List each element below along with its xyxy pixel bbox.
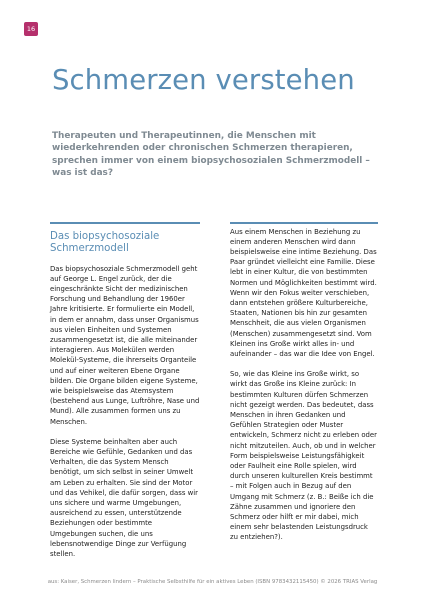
intro-paragraph: Therapeuten und Therapeutinnen, die Menschen mit wiederkehrenden oder chronischen Schmerzen therapieren, sprechen immer von einem biopsychosozialen Schmerzmodell – was ist das? (52, 131, 370, 179)
section-heading: Das biopsychosoziale Schmerzmodell (50, 230, 160, 254)
page-number-badge: 16 (24, 22, 38, 36)
body-paragraph: Diese Systeme beinhalten aber auch Bereiche wie Gefühle, Gedanken und das Verhalten, die das System Mensch benötigt, um sich selbst in seiner Umwelt am Leben zu erhalten. Sie sind der Motor und das Vehikel, die dafür sorgen, dass wir uns sichere und warme Umgebungen, ausreichend zu essen, unterstützende Beziehungen oder bestimmte Umgebungen suchen, die uns lebensnotwendige Dinge zur Verfügung stellen. (50, 437, 199, 558)
left-column (50, 222, 200, 559)
body-paragraph: Das biopsychosoziale Schmerzmodell geht auf George L. Engel zurück, der die eingeschränkte Sicht der medizinischen Forschung und Behandlung der 1960er Jahre kritisierte. Er formulierte ein Modell, in dem er annahm, dass unser Organismus aus vielen Einheiten und Systemen zusammengesetzt ist, die alle miteinander interagieren. Aus Molekülen werden Molekül-Systeme, die ihrerseits Organteile und auf einer weiteren Ebene Organe bilden. Die Organe bilden eigene Systeme, wie beispielsweise das Atemsystem (bestehend aus Lunge, Luftröhre, Nase und Mund). Alle zusammen formen uns zu Menschen. (50, 264, 200, 426)
source-footer: aus: Kaiser, Schmerzen lindern – Praktische Selbsthilfe für ein aktives Leben (ISBN 9783432115450) © 2026 TRIAS Verlag (47, 579, 378, 585)
right-column (230, 222, 378, 543)
section-divider (50, 222, 200, 224)
page-title: Schmerzen verstehen (52, 64, 355, 96)
body-paragraph: So, wie das Kleine ins Große wirkt, so wirkt das Große ins Kleine zurück: In bestimmten Kulturen dürfen Schmerzen nicht gezeigt werden. Das bedeutet, dass Menschen in ihren Gedanken und Gefühlen Strategien oder Muster entwickeln, Schmerz nicht zu erleben oder nicht mitzuteilen. Auch, ob und in welcher Form beispielsweise Leistungsfähigkeit oder Faulheit eine Rolle spielen, wird durch unseren kulturellen Kreis bestimmt – mit Folgen auch in Bezug auf den Umgang mit Schmerz (z. B.: Beiße ich die Zähne zusammen und ignoriere den Schmerz oder hilft er mir dabei, mich einem sehr belastenden Leistungsdruck zu entziehen?). (230, 370, 377, 542)
section-divider (230, 222, 378, 224)
body-paragraph: Aus einem Menschen in Beziehung zu einem anderen Menschen wird dann beispielsweise eine intime Beziehung. Das Paar gründet vielleicht eine Familie. Diese lebt in einer Kultur, die von bestimmten Normen und Möglichkeiten bestimmt wird. Wenn wir den Fokus weiter verschieben, dann entstehen größere Kulturbereiche, Staaten, Nationen bis hin zur gesamten Menschheit, die aus vielen Organismen (Menschen) zusammengesetzt sind. Vom Kleinen ins Große wirkt alles in- und aufeinander – das war die Idee von Engel. (230, 227, 377, 358)
